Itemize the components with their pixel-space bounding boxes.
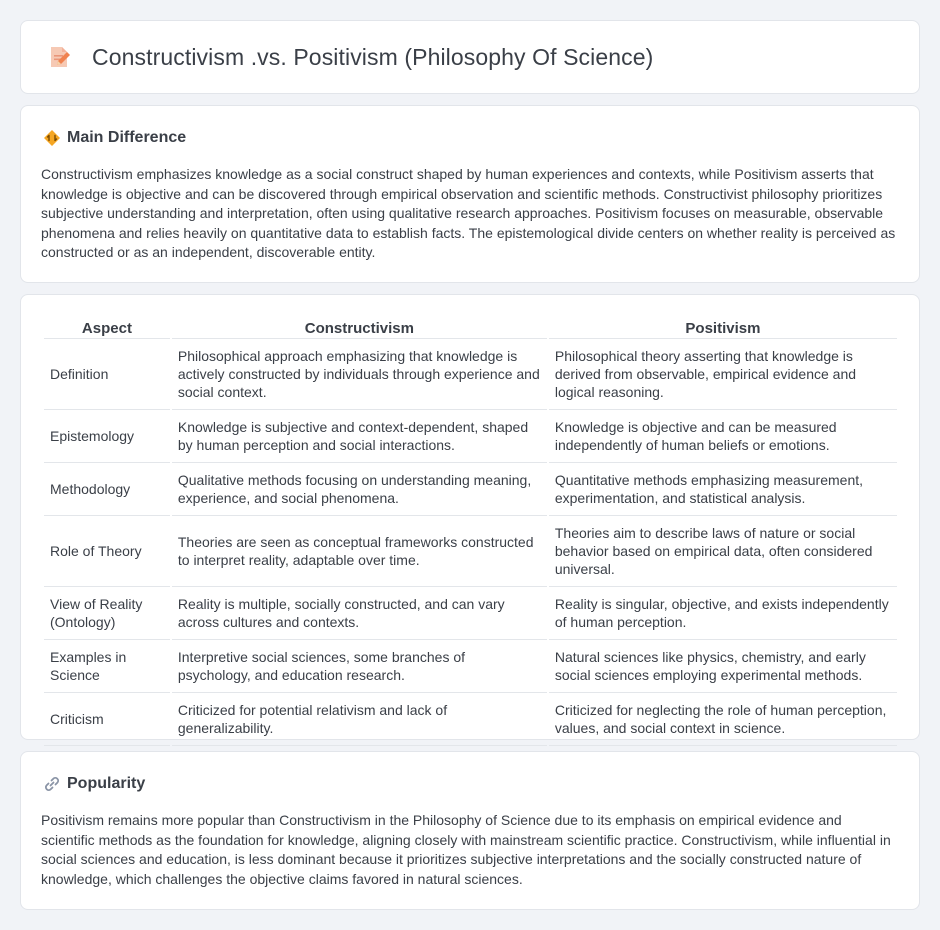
constructivism-cell: Reality is multiple, socially constructed, and can vary across cultures and contexts. [172, 587, 547, 640]
positivism-cell: Quantitative methods emphasizing measurement, experimentation, and statistical analysis. [549, 463, 897, 516]
main-difference-text: Constructivism emphasizes knowledge as a social construct shaped by human experiences and contexts, while Positivism asserts that knowledge is objective and can be discovered through empirical observation and scientific methods. Constructivist philosophy prioritizes subjective understanding and interpretation, often using qualitative research approaches. Positivism focuses on measurable, observable phenomena and relies heavily on quantitative data to establish facts. The epistemological divide centers on whether reality is perceived as constructed or as an independent, discoverable entity. [41, 166, 896, 261]
constructivism-cell: Philosophical approach emphasizing that knowledge is actively constructed by individuals through experience and social context. [172, 339, 547, 410]
table-row [44, 693, 897, 746]
positivism-cell: Reality is singular, objective, and exists independently of human perception. [549, 587, 897, 640]
main-difference-heading: Main Difference [67, 129, 187, 146]
constructivism-cell: Criticized for potential relativism and lack of generalizability. [172, 693, 547, 746]
table-header-row [44, 315, 897, 339]
aspect-cell: Methodology [44, 463, 170, 516]
header-positivism: Positivism [549, 315, 897, 339]
popularity-heading: Popularity [67, 775, 146, 792]
aspect-cell: View of Reality (Ontology) [44, 587, 170, 640]
positivism-cell: Knowledge is objective and can be measured independently of human beliefs or emotions. [549, 410, 897, 463]
aspect-cell: Definition [44, 339, 170, 410]
diamond-compare-icon [43, 129, 61, 147]
aspect-cell: Role of Theory [44, 516, 170, 587]
popularity-text: Positivism remains more popular than Constructivism in the Philosophy of Science due to its emphasis on empirical evidence and scientific methods as the foundation for knowledge, aligning closely with mainstream scientific practice. Constructivism, while influential in social sciences and education, is less dominant because it prioritizes subjective interpretations and the socially constructed nature of knowledge, which challenges the objective claims favored in natural sciences. [41, 812, 891, 887]
positivism-cell: Natural sciences like physics, chemistry, and early social sciences employing experimental methods. [549, 640, 897, 693]
aspect-cell: Examples in Science [44, 640, 170, 693]
positivism-cell: Criticized for neglecting the role of human perception, values, and social context in science. [549, 693, 897, 746]
aspect-cell: Criticism [44, 693, 170, 746]
aspect-cell: Epistemology [44, 410, 170, 463]
title-card [20, 20, 920, 94]
constructivism-cell: Theories are seen as conceptual frameworks constructed to interpret reality, adaptable over time. [172, 516, 547, 587]
positivism-cell: Philosophical theory asserting that knowledge is derived from observable, empirical evidence and logical reasoning. [549, 339, 897, 410]
table-row [44, 410, 897, 463]
table-row [44, 587, 897, 640]
table-row [44, 640, 897, 693]
constructivism-cell: Knowledge is subjective and context-dependent, shaped by human perception and social interactions. [172, 410, 547, 463]
table-row [44, 516, 897, 587]
comparison-table [42, 315, 899, 746]
popularity-card [20, 751, 920, 910]
link-icon [43, 775, 61, 793]
table-row [44, 463, 897, 516]
table-row [44, 339, 897, 410]
header-constructivism: Constructivism [172, 315, 547, 339]
constructivism-cell: Interpretive social sciences, some branches of psychology, and education research. [172, 640, 547, 693]
constructivism-cell: Qualitative methods focusing on understanding meaning, experience, and social phenomena. [172, 463, 547, 516]
comparison-table-card [20, 294, 920, 740]
positivism-cell: Theories aim to describe laws of nature or social behavior based on empirical data, often considered universal. [549, 516, 897, 587]
document-pencil-icon [46, 44, 72, 70]
page-title: Constructivism .vs. Positivism (Philosophy Of Science) [92, 43, 654, 70]
main-difference-card [20, 105, 920, 283]
header-aspect: Aspect [44, 315, 170, 339]
